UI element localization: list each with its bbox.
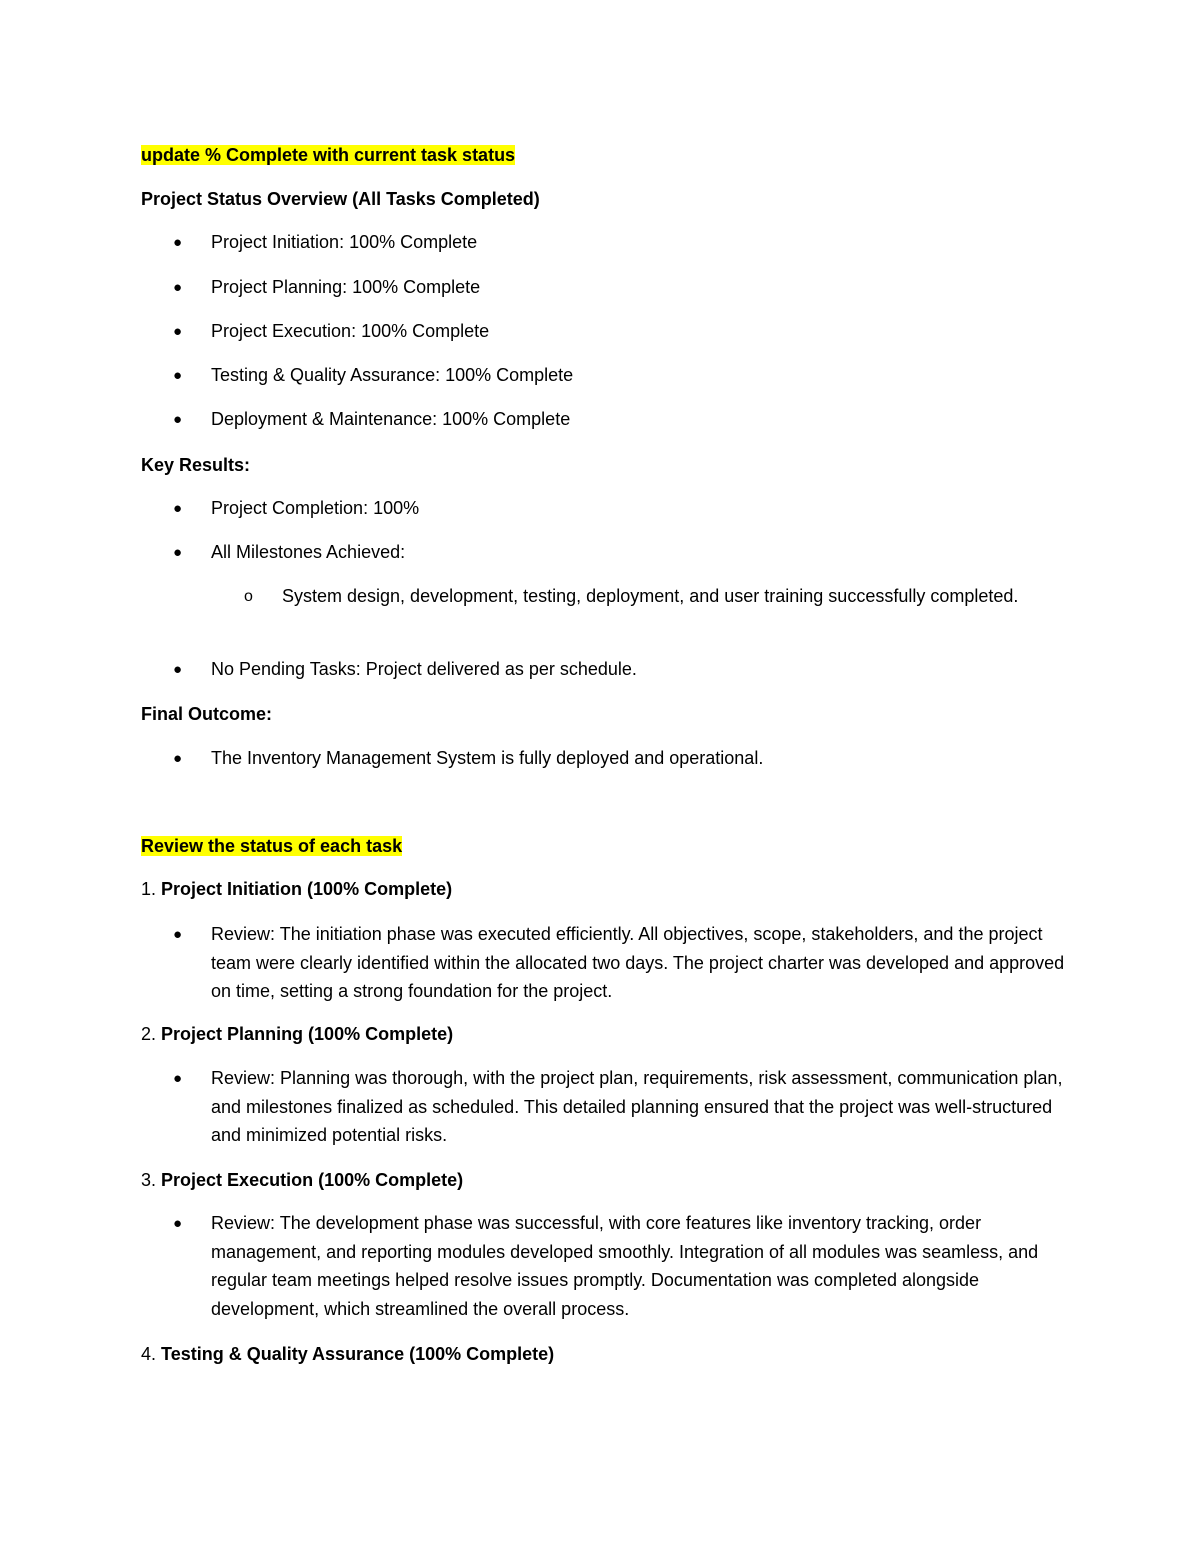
bullet-icon: ● <box>173 279 183 296</box>
key-results-title: Key Results: <box>141 455 251 475</box>
bullet-icon: ● <box>173 1070 183 1087</box>
task-number: 2. <box>141 1024 157 1044</box>
list-item: The Inventory Management System is fully deployed and operational. <box>211 748 764 768</box>
review-label: Review: <box>211 924 276 944</box>
task-heading <box>141 1342 554 1366</box>
list-item: No Pending Tasks: Project delivered as per schedule. <box>211 659 637 679</box>
bullet-icon: ● <box>173 750 183 767</box>
task-heading <box>141 1022 453 1046</box>
status-overview-title: Project Status Overview (All Tasks Completed) <box>141 189 540 209</box>
review-text: Planning was thorough, with the project plan, requirements, risk assessment, communication plan, and milestones finalized as scheduled. This detailed planning ensured that the project was well-structured and minimized potential risks. <box>211 1068 1063 1145</box>
task-heading <box>141 877 452 901</box>
bullet-icon: ● <box>173 323 183 340</box>
task-number: 1. <box>141 879 157 899</box>
bullet-icon: ● <box>173 234 183 251</box>
list-item: Project Planning: 100% Complete <box>211 277 481 297</box>
task-number: 4. <box>141 1344 157 1364</box>
review-paragraph <box>211 920 1071 1006</box>
list-item: Project Initiation: 100% Complete <box>211 232 478 252</box>
bullet-icon: ● <box>173 367 183 384</box>
review-text: The development phase was successful, with core features like inventory tracking, order management, and reporting modules developed smoothly. Integration of all modules was seamless, and regular team meetings helped resolve issues promptly. Documentation was completed alongside development, which streamlined the overall process. <box>211 1213 1039 1319</box>
task-title: Project Initiation (100% Complete) <box>161 879 453 899</box>
review-paragraph <box>211 1209 1071 1323</box>
review-label: Review: <box>211 1068 276 1088</box>
circle-bullet-icon: o <box>244 588 253 605</box>
highlighted-heading <box>141 143 515 167</box>
highlighted-heading <box>141 834 402 858</box>
bullet-icon: ● <box>173 661 183 678</box>
list-item: Testing & Quality Assurance: 100% Complete <box>211 365 574 385</box>
list-item: Project Completion: 100% <box>211 498 420 518</box>
task-number: 3. <box>141 1170 157 1190</box>
list-item: Project Execution: 100% Complete <box>211 321 490 341</box>
bullet-icon: ● <box>173 544 183 561</box>
final-outcome-title: Final Outcome: <box>141 704 273 724</box>
task-title: Testing & Quality Assurance (100% Complete) <box>161 1344 555 1364</box>
highlight-text: update % Complete with current task status <box>141 145 516 165</box>
sub-list-item: System design, development, testing, deployment, and user training successfully completed. <box>282 586 1019 606</box>
review-label: Review: <box>211 1213 276 1233</box>
review-paragraph <box>211 1064 1071 1150</box>
bullet-icon: ● <box>173 926 183 943</box>
bullet-icon: ● <box>173 1215 183 1232</box>
highlight-text: Review the status of each task <box>141 836 403 856</box>
bullet-icon: ● <box>173 500 183 517</box>
task-heading <box>141 1168 463 1192</box>
bullet-icon: ● <box>173 411 183 428</box>
task-title: Project Planning (100% Complete) <box>161 1024 454 1044</box>
review-text: The initiation phase was executed efficiently. All objectives, scope, stakeholders, and the project team were clearly identified within the allocated two days. The project charter was developed and approved on time, setting a strong foundation for the project. <box>211 924 1065 1001</box>
list-item: Deployment & Maintenance: 100% Complete <box>211 409 571 429</box>
task-title: Project Execution (100% Complete) <box>161 1170 464 1190</box>
list-item: All Milestones Achieved: <box>211 542 406 562</box>
